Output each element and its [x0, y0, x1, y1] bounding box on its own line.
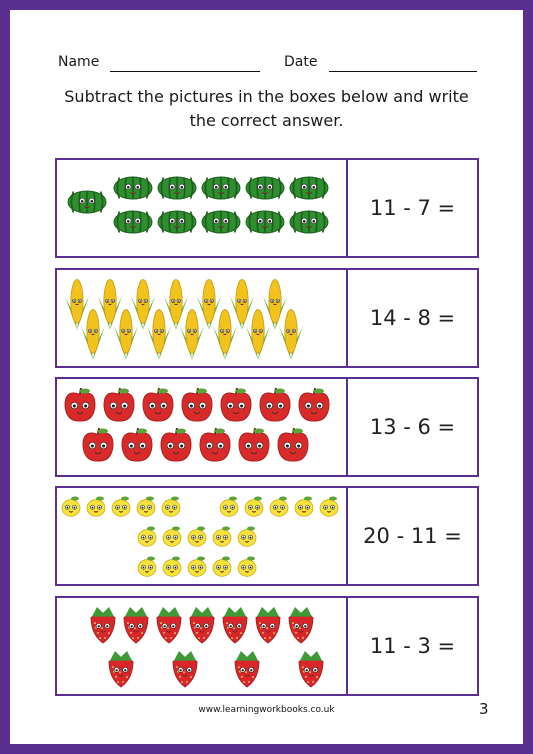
apple-picture-box	[57, 379, 348, 475]
strawberry-icon	[254, 606, 282, 648]
equation-3: 13 - 6 =	[369, 415, 456, 439]
strawberry-icon	[89, 606, 117, 648]
problem-row-4	[55, 486, 479, 586]
strawberry-icon	[155, 606, 183, 648]
lemon-icon	[212, 556, 232, 582]
equation-2: 14 - 8 =	[369, 306, 456, 330]
equation-5: 11 - 3 =	[369, 634, 456, 658]
strawberry-icon	[297, 650, 325, 692]
lemon-icon	[319, 496, 339, 522]
strawberry-icon	[188, 606, 216, 648]
strawberry-icon	[233, 650, 261, 692]
strawberry-icon	[122, 606, 150, 648]
lemon-icon	[269, 496, 289, 522]
corn-icon	[145, 308, 173, 364]
strawberry-picture-box	[57, 598, 348, 694]
apple-icon	[297, 387, 331, 427]
corn-icon	[211, 308, 239, 364]
apple-icon	[63, 387, 97, 427]
corn-icon	[112, 308, 140, 364]
lemon-icon	[237, 526, 257, 552]
lemon-icon	[137, 556, 157, 582]
instruction-line-2: the correct answer.	[189, 111, 344, 130]
apple-icon	[102, 387, 136, 427]
lemon-icon	[161, 496, 181, 522]
lemon-icon	[294, 496, 314, 522]
date-answer-line[interactable]	[329, 71, 477, 72]
watermelon-icon	[113, 210, 153, 238]
lemon-icon	[111, 496, 131, 522]
watermelon-picture-box	[57, 160, 348, 256]
problem-row-2	[55, 268, 479, 368]
lemon-icon	[212, 526, 232, 552]
apple-icon	[258, 387, 292, 427]
watermelon-icon	[157, 176, 197, 204]
instruction-line-1: Subtract the pictures in the boxes below and write	[64, 87, 469, 106]
website-footer: www.learningworkbooks.co.uk	[198, 705, 335, 715]
corn-icon	[79, 308, 107, 364]
lemon-picture-box	[57, 488, 348, 584]
lemon-icon	[136, 496, 156, 522]
lemon-icon	[187, 526, 207, 552]
lemon-icon	[219, 496, 239, 522]
page-number: 3	[479, 700, 489, 718]
watermelon-icon	[157, 210, 197, 238]
watermelon-icon	[289, 176, 329, 204]
apple-icon	[276, 427, 310, 467]
apple-icon	[120, 427, 154, 467]
lemon-icon	[162, 556, 182, 582]
watermelon-icon	[201, 176, 241, 204]
lemon-icon	[61, 496, 81, 522]
problem-row-5	[55, 596, 479, 696]
equation-4: 20 - 11 =	[363, 524, 462, 548]
corn-icon	[277, 308, 305, 364]
lemon-icon	[162, 526, 182, 552]
apple-icon	[81, 427, 115, 467]
corn-picture-box	[57, 270, 348, 366]
lemon-icon	[244, 496, 264, 522]
name-answer-line[interactable]	[110, 71, 260, 72]
apple-icon	[141, 387, 175, 427]
worksheet-page	[10, 10, 523, 744]
problem-row-3	[55, 377, 479, 477]
name-date-row	[58, 54, 483, 76]
strawberry-icon	[107, 650, 135, 692]
watermelon-icon	[245, 176, 285, 204]
strawberry-icon	[171, 650, 199, 692]
watermelon-icon	[201, 210, 241, 238]
watermelon-icon	[113, 176, 153, 204]
problem-row-1	[55, 158, 479, 258]
apple-icon	[219, 387, 253, 427]
instructions	[50, 85, 483, 133]
corn-icon	[244, 308, 272, 364]
apple-icon	[237, 427, 271, 467]
apple-icon	[180, 387, 214, 427]
lemon-icon	[187, 556, 207, 582]
date-label: Date	[284, 54, 318, 70]
watermelon-icon	[67, 190, 107, 218]
lemon-icon	[86, 496, 106, 522]
corn-icon	[178, 308, 206, 364]
watermelon-icon	[245, 210, 285, 238]
strawberry-icon	[221, 606, 249, 648]
watermelon-icon	[289, 210, 329, 238]
name-label: Name	[58, 54, 100, 70]
lemon-icon	[137, 526, 157, 552]
apple-icon	[198, 427, 232, 467]
apple-icon	[159, 427, 193, 467]
strawberry-icon	[287, 606, 315, 648]
equation-1: 11 - 7 =	[369, 196, 456, 220]
lemon-icon	[237, 556, 257, 582]
